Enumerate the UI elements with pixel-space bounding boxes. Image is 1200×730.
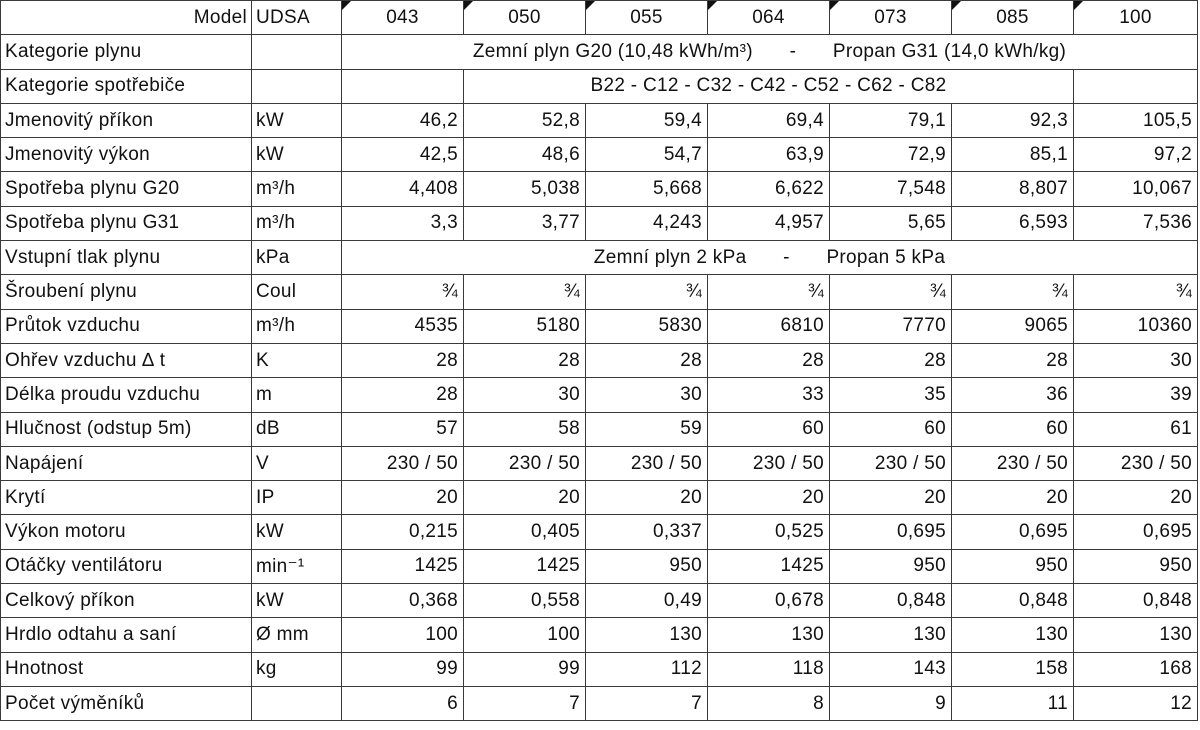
model-header: 055 <box>586 1 708 35</box>
value-cell: 0,49 <box>586 584 708 618</box>
unit-cell: kW <box>252 584 342 618</box>
value-cell: 8 <box>708 686 830 720</box>
value-cell: 7 <box>464 686 586 720</box>
value-cell: ¾ <box>952 275 1074 309</box>
value-cell: 30 <box>586 378 708 412</box>
cell-marker <box>830 1 839 10</box>
row-label: Napájení <box>1 446 252 480</box>
value-cell: 35 <box>830 378 952 412</box>
unit-cell: m³/h <box>252 172 342 206</box>
value-cell: 10,067 <box>1074 172 1198 206</box>
value-cell: 92,3 <box>952 103 1074 137</box>
value-cell: 3,77 <box>464 206 586 240</box>
row-label: Šroubení plynu <box>1 275 252 309</box>
value-cell: 28 <box>830 343 952 377</box>
table-row <box>1 309 1198 343</box>
value-cell: 1425 <box>342 549 464 583</box>
row-label: Počet výměníků <box>1 686 252 720</box>
value-cell: 99 <box>464 652 586 686</box>
cell-marker <box>586 1 595 10</box>
value-cell: 28 <box>342 343 464 377</box>
value-cell: 0,337 <box>586 515 708 549</box>
unit-cell: kPa <box>252 241 342 275</box>
header-row <box>1 1 1198 35</box>
row-label: Hlučnost (odstup 5m) <box>1 412 252 446</box>
value-cell: 130 <box>952 618 1074 652</box>
value-cell: 7,548 <box>830 172 952 206</box>
unit-cell: K <box>252 343 342 377</box>
value-cell: 20 <box>952 481 1074 515</box>
value-cell: 4535 <box>342 309 464 343</box>
value-cell: 7,536 <box>1074 206 1198 240</box>
value-cell: 168 <box>1074 652 1198 686</box>
value-cell: ¾ <box>586 275 708 309</box>
row-label: Hrdlo odtahu a saní <box>1 618 252 652</box>
value-cell: 230 / 50 <box>708 446 830 480</box>
value-cell: 57 <box>342 412 464 446</box>
value-cell: 63,9 <box>708 138 830 172</box>
value-cell: 54,7 <box>586 138 708 172</box>
unit-cell: kW <box>252 138 342 172</box>
model-header: 073 <box>830 1 952 35</box>
value-cell: 0,368 <box>342 584 464 618</box>
value-cell: 39 <box>1074 378 1198 412</box>
unit-cell <box>252 69 342 103</box>
row-label: Kategorie plynu <box>1 35 252 69</box>
table-row <box>1 138 1198 172</box>
series-label: UDSA <box>252 1 342 35</box>
value-cell: 52,8 <box>464 103 586 137</box>
table-row <box>1 412 1198 446</box>
value-cell: 59 <box>586 412 708 446</box>
row-label: Krytí <box>1 481 252 515</box>
table-row <box>1 172 1198 206</box>
unit-cell: V <box>252 446 342 480</box>
value-cell: 46,2 <box>342 103 464 137</box>
value-cell: 118 <box>708 652 830 686</box>
value-cell: 950 <box>952 549 1074 583</box>
value-cell: 60 <box>830 412 952 446</box>
value-cell: 6 <box>342 686 464 720</box>
row-label: Otáčky ventilátoru <box>1 549 252 583</box>
table-row <box>1 206 1198 240</box>
value-cell: 230 / 50 <box>1074 446 1198 480</box>
value-cell: 5,668 <box>586 172 708 206</box>
value-cell: 20 <box>830 481 952 515</box>
value-cell: 230 / 50 <box>830 446 952 480</box>
value-cell: 158 <box>952 652 1074 686</box>
value-cell: ¾ <box>830 275 952 309</box>
unit-cell: kW <box>252 515 342 549</box>
value-cell: 72,9 <box>830 138 952 172</box>
value-cell: 5,65 <box>830 206 952 240</box>
model-header: 043 <box>342 1 464 35</box>
value-cell: 130 <box>586 618 708 652</box>
value-cell: 6810 <box>708 309 830 343</box>
value-cell: 0,695 <box>1074 515 1198 549</box>
value-cell: 42,5 <box>342 138 464 172</box>
value-cell: 20 <box>464 481 586 515</box>
value-cell: 100 <box>464 618 586 652</box>
value-cell: 28 <box>342 378 464 412</box>
unit-cell: dB <box>252 412 342 446</box>
value-cell: 130 <box>708 618 830 652</box>
value-cell: 6,622 <box>708 172 830 206</box>
row-label: Výkon motoru <box>1 515 252 549</box>
value-cell: 20 <box>1074 481 1198 515</box>
value-cell: 99 <box>342 652 464 686</box>
value-cell: 85,1 <box>952 138 1074 172</box>
value-cell: 33 <box>708 378 830 412</box>
value-cell: 0,848 <box>952 584 1074 618</box>
model-header: 100 <box>1074 1 1198 35</box>
table-row <box>1 378 1198 412</box>
value-cell: 9065 <box>952 309 1074 343</box>
unit-cell: Coul <box>252 275 342 309</box>
value-cell: 7770 <box>830 309 952 343</box>
value-cell: 230 / 50 <box>342 446 464 480</box>
row-label: Jmenovitý příkon <box>1 103 252 137</box>
value-cell: 36 <box>952 378 1074 412</box>
value-cell: 28 <box>464 343 586 377</box>
unit-cell <box>252 686 342 720</box>
empty-cell <box>342 69 464 103</box>
value-cell: 69,4 <box>708 103 830 137</box>
value-cell: 950 <box>1074 549 1198 583</box>
value-cell: ¾ <box>1074 275 1198 309</box>
table-row <box>1 103 1198 137</box>
value-cell: 28 <box>952 343 1074 377</box>
value-cell: 9 <box>830 686 952 720</box>
value-cell: 130 <box>830 618 952 652</box>
model-header: 085 <box>952 1 1074 35</box>
value-cell: 12 <box>1074 686 1198 720</box>
table-row <box>1 686 1198 720</box>
unit-cell <box>252 35 342 69</box>
value-cell: 20 <box>586 481 708 515</box>
value-cell: 112 <box>586 652 708 686</box>
value-cell: 60 <box>708 412 830 446</box>
value-cell: 0,215 <box>342 515 464 549</box>
unit-cell: IP <box>252 481 342 515</box>
inlet-pressure-row <box>1 241 1198 275</box>
value-cell: 230 / 50 <box>952 446 1074 480</box>
cell-marker <box>708 1 717 10</box>
value-cell: 5180 <box>464 309 586 343</box>
value-cell: 20 <box>342 481 464 515</box>
row-label: Jmenovitý výkon <box>1 138 252 172</box>
model-header: 064 <box>708 1 830 35</box>
table-row <box>1 618 1198 652</box>
value-cell: ¾ <box>342 275 464 309</box>
value-cell: ¾ <box>708 275 830 309</box>
unit-cell: m³/h <box>252 206 342 240</box>
row-label: Celkový příkon <box>1 584 252 618</box>
value-cell: 30 <box>464 378 586 412</box>
row-label: Kategorie spotřebiče <box>1 69 252 103</box>
table-row <box>1 652 1198 686</box>
value-cell: 60 <box>952 412 1074 446</box>
value-cell: 0,695 <box>952 515 1074 549</box>
unit-cell: kg <box>252 652 342 686</box>
value-cell: 30 <box>1074 343 1198 377</box>
model-label: Model <box>1 1 252 35</box>
value-cell: 105,5 <box>1074 103 1198 137</box>
unit-cell: Ø mm <box>252 618 342 652</box>
value-cell: 1425 <box>464 549 586 583</box>
table-row <box>1 515 1198 549</box>
value-cell: 97,2 <box>1074 138 1198 172</box>
row-label: Hnotnost <box>1 652 252 686</box>
value-cell: 79,1 <box>830 103 952 137</box>
value-cell: 7 <box>586 686 708 720</box>
value-cell: 0,405 <box>464 515 586 549</box>
value-cell: 0,848 <box>1074 584 1198 618</box>
value-cell: 100 <box>342 618 464 652</box>
value-cell: 10360 <box>1074 309 1198 343</box>
row-label: Spotřeba plynu G31 <box>1 206 252 240</box>
gas-category-row <box>1 35 1198 69</box>
value-cell: 28 <box>586 343 708 377</box>
value-cell: 6,593 <box>952 206 1074 240</box>
value-cell: 1425 <box>708 549 830 583</box>
value-cell: 230 / 50 <box>586 446 708 480</box>
value-cell: 4,243 <box>586 206 708 240</box>
appliance-category-row <box>1 69 1198 103</box>
row-label: Vstupní tlak plynu <box>1 241 252 275</box>
unit-cell: min⁻¹ <box>252 549 342 583</box>
value-cell: 143 <box>830 652 952 686</box>
value-cell: 0,695 <box>830 515 952 549</box>
value-cell: 4,408 <box>342 172 464 206</box>
value-cell: 230 / 50 <box>464 446 586 480</box>
value-cell: 0,848 <box>830 584 952 618</box>
cell-marker <box>342 1 351 10</box>
value-cell: ¾ <box>464 275 586 309</box>
unit-cell: m³/h <box>252 309 342 343</box>
value-cell: 11 <box>952 686 1074 720</box>
value-cell: 0,525 <box>708 515 830 549</box>
table-row <box>1 446 1198 480</box>
value-cell: 4,957 <box>708 206 830 240</box>
cell-marker <box>1074 1 1083 10</box>
table-row <box>1 481 1198 515</box>
value-cell: 28 <box>708 343 830 377</box>
cell-marker <box>952 1 961 10</box>
value-cell: 0,558 <box>464 584 586 618</box>
value-cell: 20 <box>708 481 830 515</box>
model-header: 050 <box>464 1 586 35</box>
value-cell: 950 <box>586 549 708 583</box>
table-row <box>1 343 1198 377</box>
row-label: Spotřeba plynu G20 <box>1 172 252 206</box>
cell-marker <box>464 1 473 10</box>
inlet-pressure-value: Zemní plyn 2 kPa - Propan 5 kPa <box>342 241 1198 275</box>
value-cell: 3,3 <box>342 206 464 240</box>
value-cell: 5830 <box>586 309 708 343</box>
value-cell: 130 <box>1074 618 1198 652</box>
value-cell: 61 <box>1074 412 1198 446</box>
value-cell: 59,4 <box>586 103 708 137</box>
table-row <box>1 275 1198 309</box>
empty-cell <box>1074 69 1198 103</box>
unit-cell: kW <box>252 103 342 137</box>
unit-cell: m <box>252 378 342 412</box>
value-cell: 0,678 <box>708 584 830 618</box>
gas-category-value: Zemní plyn G20 (10,48 kWh/m³) - Propan G31 (14,0 kWh/kg) <box>342 35 1198 69</box>
row-label: Průtok vzduchu <box>1 309 252 343</box>
appliance-category-value: B22 - C12 - C32 - C42 - C52 - C62 - C82 <box>464 69 1074 103</box>
row-label: Délka proudu vzduchu <box>1 378 252 412</box>
value-cell: 8,807 <box>952 172 1074 206</box>
value-cell: 5,038 <box>464 172 586 206</box>
row-label: Ohřev vzduchu ∆ t <box>1 343 252 377</box>
table-row <box>1 549 1198 583</box>
value-cell: 58 <box>464 412 586 446</box>
table-row <box>1 584 1198 618</box>
value-cell: 950 <box>830 549 952 583</box>
value-cell: 48,6 <box>464 138 586 172</box>
